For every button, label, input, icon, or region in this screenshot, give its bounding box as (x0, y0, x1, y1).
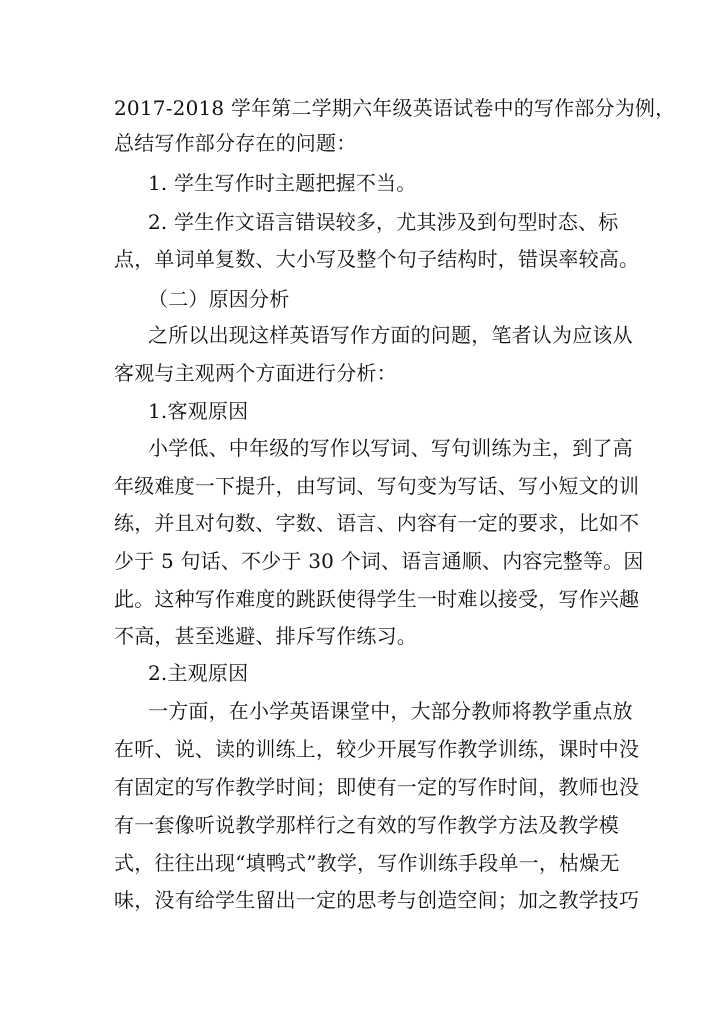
text-line-5: 点，单词单复数、大小写及整个句子结构时，错误率较高。 (114, 247, 640, 271)
text-line-13: 少于 5 句话、不少于 30 个词、语言通顺、内容完整等。因 (114, 549, 644, 573)
list-item-1: 1. 学生写作时主题把握不当。 (148, 171, 417, 195)
text-line-19: 有固定的写作教学时间；即使有一定的写作时间，教师也没 (114, 775, 640, 799)
text-line-22: 味，没有给学生留出一定的思考与创造空间；加之教学技巧 (114, 888, 640, 912)
list-item-2: 2. 学生作文语言错误较多，尤其涉及到句型时态、标 (148, 210, 619, 234)
text-line-14: 此。这种写作难度的跳跃使得学生一时难以接受，写作兴趣 (114, 587, 640, 611)
text-line-15: 不高，甚至逃避、排斥写作练习。 (114, 624, 417, 648)
text-line-10: 小学低、中年级的写作以写词、写句训练为主，到了高 (148, 436, 633, 460)
text-line-20: 有一套像听说教学那样行之有效的写作教学方法及教学模 (114, 813, 619, 837)
text-line-18: 在听、说、读的训练上，较少开展写作教学训练，课时中没 (114, 737, 640, 761)
text-line-2: 总结写作部分存在的问题： (114, 131, 357, 155)
text-line-21: 式，往往出现“填鸭式”教学，写作训练手段单一，枯燥无 (114, 851, 620, 875)
text-line-1: 2017-2018 学年第二学期六年级英语试卷中的写作部分为例， (114, 96, 676, 120)
text-line-11: 年级难度一下提升，由写词、写句变为写话、写小短文的训 (114, 474, 640, 498)
text-line-17: 一方面，在小学英语课堂中，大部分教师将教学重点放 (148, 699, 633, 723)
subheading-objective: 1.客观原因 (148, 399, 249, 423)
subheading-subjective: 2.主观原因 (148, 661, 249, 685)
text-line-7: 之所以出现这样英语写作方面的问题，笔者认为应该从 (148, 323, 633, 347)
text-line-12: 练，并且对句数、字数、语言、内容有一定的要求，比如不 (114, 511, 640, 535)
text-line-8: 客观与主观两个方面进行分析： (114, 361, 397, 385)
section-heading: （二）原因分析 (148, 287, 290, 311)
